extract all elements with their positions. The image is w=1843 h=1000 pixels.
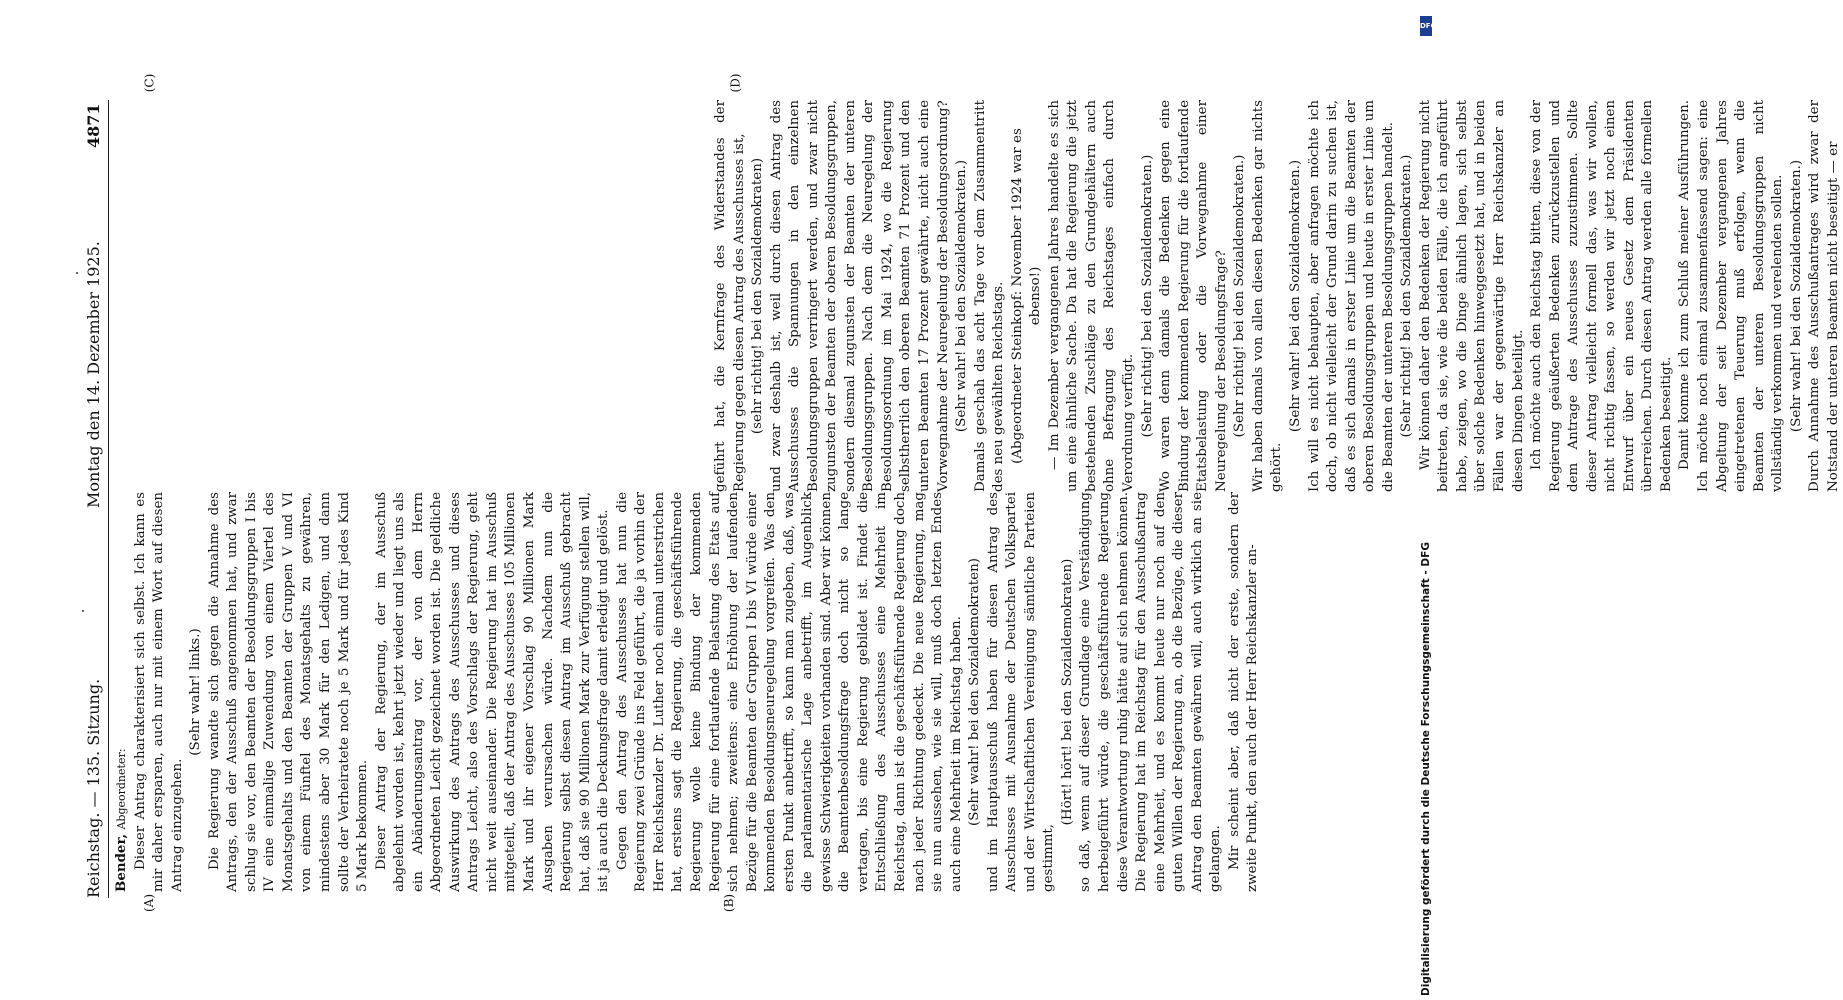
paragraph: Mir scheint aber, daß nicht der erste, sondern der zweite Punkt, den auch der Herr Reichskanzler an-: [1226, 492, 1261, 892]
paragraph: Wir haben damals von allen diesen Bedenken gar nichts gehört.: [1250, 100, 1285, 492]
scan-speck: [82, 610, 84, 612]
paragraph: und im Hauptausschuß haben für diesen Antrag des Ausschusses mit Ausnahme der Deutschen Volkspartei und der Wirtschaftlichen Vereinigung sämtliche Parteien gestimmt,: [985, 492, 1057, 892]
left-column: [112, 492, 1261, 892]
paragraph: Durch Annahme des Ausschußantrages wird zwar der Notstand der unteren Beamten nicht beseitigt — er: [1807, 100, 1841, 492]
paragraph: Wo waren denn damals die Bedenken gegen eine Bindung der kommenden Regierung für die fortlaufende Etatsbelastung oder die Vorwegnahme einer Neuregelung der Besoldungsfrage?: [1158, 100, 1229, 492]
margin-marker-a: (A): [142, 893, 157, 913]
paragraph: Ich möchte auch den Reichstag bitten, diese von der Regierung geäußerten Bedenken zurückzustellen und dem Antrage des Ausschusses zuzustimmen. Sollte dieser Antrag vielleicht formell das, was wir wollen, nicht richtig fassen, so werden wir jetzt noch einen Entwurf über ein neues Gesetz dem Präsidenten überreichen. Durch diesen Antrag werden alle formellen Bedenken beseitigt.: [1529, 100, 1674, 492]
margin-marker-b: (B): [722, 893, 737, 913]
interjection: (Sehr wahr! bei den Sozialdemokraten): [967, 558, 983, 826]
interjection: (Sehr wahr! links.): [188, 628, 204, 756]
interjection: (Sehr richtig! bei den Sozialdemokraten.): [1399, 154, 1415, 438]
interjection: (Sehr richtig! bei den Sozialdemokraten.): [1139, 154, 1155, 438]
interjection: (Hört! hört! bei den Sozialdemokraten): [1059, 558, 1075, 826]
header-date: Montag den 14. Dezember 1925.: [84, 241, 103, 508]
interjection: (Sehr richtig! bei den Sozialdemokraten.): [1232, 154, 1248, 438]
paragraph: Die Regierung wandte sich gegen die Annahme des Antrags, den der Ausschuß angenommen hat, und zwar schlug sie vor, den Beamten der Besoldungsgruppen I bis IV eine einmalige Zuwendung von einem Viertel des Monatsgehalts und den Beamten der Gruppen V und VI von einem Fünftel des Monatsgehalts zu gewähren, mindestens aber 30 Mark für den Ledigen, und dann sollte der Verheiratete noch je 5 Mark und für jedes Kind 5 Mark bekommen.: [206, 492, 371, 892]
paragraph: geführt hat, die Kernfrage des Widerstandes der Regierung gegen diesen Antrag des Ausschusses ist,: [713, 100, 747, 492]
scan-speck: [76, 272, 78, 274]
header-rule: [108, 100, 109, 898]
paragraph: Dieser Antrag der Regierung, der im Ausschuß abgelehnt worden ist, kehrt jetzt wieder und liegt uns als ein Abänderungsantrag vor, der von dem Herrn Abgeordneten Leicht gezeichnet worden ist. Die geldliche Auswirkung des Antrags des Ausschusses und dieses Antrags Leicht, also des Vorschlags der Regierung, geht nicht weit auseinander. Die Regierung hat im Ausschuß mitgeteilt, daß der Antrag des Ausschusses 105 Millionen Mark und ihr eigener Vorschlag 90 Millionen Mark Ausgaben verursachen würde. Nachdem nun die Regierung selbst diesen Antrag im Ausschuß gebracht hat, daß sie 90 Millionen Mark zur Verfügung stellen will, ist ja auch die Deckungsfrage damit erledigt und gelöst.: [373, 492, 612, 892]
paragraph: Damit komme ich zum Schluß meiner Ausführungen. Ich möchte noch einmal zusammenfassend sagen: eine Abgeltung der seit Dezember vergangenen Jahres eingetretenen Teuerung muß erfolgen, wenn die Beamten der unteren Besoldungsgruppen nicht vollständig verkommen und verelenden sollen.: [1677, 100, 1786, 492]
paragraph: Dieser Antrag charakterisiert sich selbst. Ich kann es mir daher ersparen, auch nur mit einem Wort auf diesen Antrag einzugehen.: [132, 492, 185, 892]
interjection: (Abgeordneter Steinkopf: November 1924 war es ebenso!): [1009, 128, 1044, 464]
margin-marker-d: (D): [728, 73, 743, 93]
interjection: (sehr richtig! bei den Sozialdemokraten): [750, 157, 766, 435]
dfg-watermark-text: Digitalisierung gefördert durch die Deutsche Forschungsgemeinschaft - DFG: [1420, 542, 1432, 996]
paragraph: Wir können daher den Bedenken der Regierung nicht beitreten, da sie, wie die beiden Fälle, die ich angeführt habe, zeigen, wo die Dinge ähnlich lagen, sich selbst über solche Bedenken hinweggesetzt hat, und in beiden Fällen war der gegenwärtige Herr Reichskanzler an diesen Dingen beteiligt.: [1417, 100, 1526, 492]
header-left: Reichstag. — 135. Sitzung.: [84, 678, 103, 898]
paragraph: Ich will es nicht behaupten, aber anfragen möchte ich doch, ob nicht vielleicht der Grund darin zu suchen ist, daß es sich damals in erster Linie um die Beamten der oberen Besoldungsgruppen und heute in erster Linie um die Beamten der unteren Besoldungsgruppen handelt.: [1306, 100, 1396, 492]
paragraph: so daß, wenn auf dieser Grundlage eine Verständigung herbeigeführt würde, die geschäftsführende Regierung diese Verantwortung ruhig hätte auf sich nehmen können. Die Regierung hat im Reichstag für den Ausschußantrag eine Mehrheit, und es kommt heute nur noch auf den guten Willen der Regierung an, ob die Bezüge, die dieser Antrag den Beamten gewähren will, auch wirklich an sie gelangen.: [1078, 492, 1224, 892]
page-number: 4871: [84, 103, 103, 148]
paragraph: — Im Dezember vergangenen Jahres handelte es sich um eine ähnliche Sache. Da hat die Regierung die jetzt bestehenden Zuschläge zu den Grundgehältern auch ohne Befragung des Reichstages einfach durch Verordnung verfügt.: [1046, 100, 1137, 492]
interjection: (Sehr wahr! bei den Sozialdemokraten.): [954, 159, 970, 433]
dfg-logo-icon: DFG: [1420, 16, 1432, 36]
speaker-role: Abgeordneter:: [115, 748, 128, 830]
dfg-watermark: [1418, 8, 1437, 998]
right-column: [712, 100, 1841, 492]
margin-marker-c: (C): [142, 73, 157, 93]
interjection: (Sehr wahr! bei den Sozialdemokraten.): [1788, 159, 1804, 433]
paragraph: Damals geschah das acht Tage vor dem Zusammentritt des neu gewählten Reichstags.: [972, 100, 1007, 492]
paragraph: Gegen den Antrag des Ausschusses hat nun die Regierung zwei Gründe ins Feld geführt, die ja vorhin der Herr Reichskanzler Dr. Luther noch einmal unterstrichen hat, erstens sagt die Regierung, die geschäftsführende Regierung wolle keine Bindung der kommenden Regierung für eine fortlaufende Belastung des Etats auf sich nehmen; zweitens: eine Erhöhung der laufenden Bezüge für die Beamten der Gruppen I bis VI würde einer kommenden Besoldungsneuregelung vorgreifen. Was den ersten Punkt anbetrifft, so kann man zugeben, daß, was die parlamentarische Lage anbetrifft, im Augenblick gewisse Schwierigkeiten vorhanden sind. Aber wir können die Beamtenbesoldungsfrage doch nicht so lange vertagen, bis eine Regierung gebildet ist. Findet die Entschließung des Ausschusses eine Mehrheit im Reichstag, dann ist die geschäftsführende Regierung doch nach jeder Richtung gedeckt. Die neue Regierung, mag sie nun aussehen, wie sie will, muß doch letzten Endes auch eine Mehrheit im Reichstag haben.: [614, 492, 964, 892]
paragraph: und zwar deshalb ist, weil durch diesen Antrag des Ausschusses die Spannungen in den einzelnen Besoldungsgruppen verringert werden, und zwar nicht zugunsten der Beamten der oberen Besoldungsgruppen, sondern diesmal zugunsten der Beamten der unteren Besoldungsgruppen. Nach dem die Neuregelung der Besoldungsordnung im Mai 1924, wo die Regierung selbstherrlich den oberen Beamten 71 Prozent und den unteren Beamten 17 Prozent gewährte, nicht auch eine Vorwegnahme der Neuregelung der Besoldungsordnung?: [768, 100, 951, 492]
speaker-name: Bender,: [113, 833, 129, 892]
interjection: (Sehr wahr! bei den Sozialdemokraten.): [1287, 159, 1303, 433]
running-header: [84, 98, 108, 898]
